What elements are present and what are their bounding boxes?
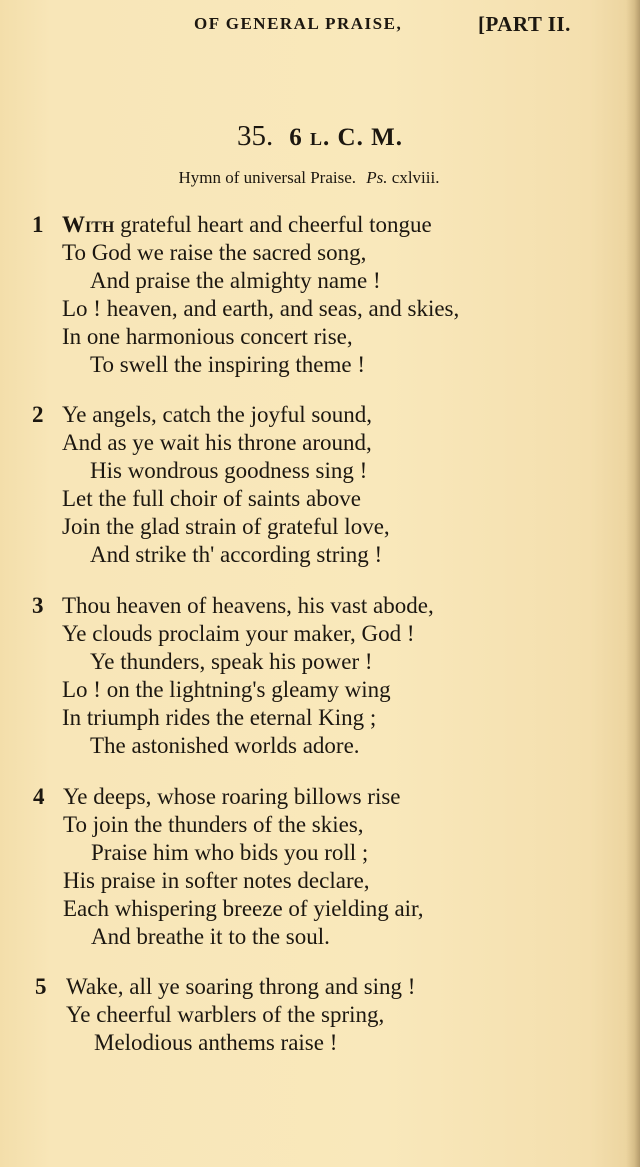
verse-line: Ye clouds proclaim your maker, God ! (62, 621, 415, 646)
verse-line: Thou heaven of heavens, his vast abode, (62, 593, 434, 618)
verse-line: And breathe it to the soul. (91, 924, 330, 949)
verse-line: His wondrous goodness sing ! (90, 458, 368, 483)
verse-line: And strike th' according string ! (90, 542, 383, 567)
verse-line-initial: With (62, 212, 115, 237)
stanza-number: 4 (33, 784, 45, 809)
verse-line: The astonished worlds adore. (90, 733, 360, 758)
verse-line: His praise in softer notes declare, (63, 868, 370, 893)
verse-line: To join the thunders of the skies, (63, 812, 364, 837)
hymn-title-line (0, 168, 618, 188)
page-edge-shadow (626, 0, 640, 1167)
running-head-part: [PART II. (478, 12, 571, 36)
stanza-number: 1 (32, 212, 44, 237)
psalm-reference (366, 168, 439, 187)
verse-line: To God we raise the sacred song, (62, 240, 367, 265)
verse-line: Melodious anthems raise ! (94, 1030, 338, 1055)
running-head (0, 12, 640, 42)
verse-line: Wake, all ye soaring throng and sing ! (66, 974, 416, 999)
verse-line: Ye cheerful warblers of the spring, (66, 1002, 385, 1027)
hymn-meter: 6 l. C. M. (289, 124, 403, 151)
running-head-title: OF GENERAL PRAISE, (194, 14, 403, 33)
verse-line (62, 211, 432, 239)
verse-line: Lo ! heaven, and earth, and seas, and skies, (62, 296, 460, 321)
verse-line: Each whispering breeze of yielding air, (63, 896, 424, 921)
verse-line: Join the glad strain of grateful love, (62, 514, 390, 539)
verse-line: Ye thunders, speak his power ! (90, 649, 373, 674)
hymn-title: Hymn of universal Praise. (178, 168, 357, 187)
verse-line: In one harmonious concert rise, (62, 324, 353, 349)
stanza-number: 3 (32, 593, 44, 618)
stanza-number: 5 (35, 974, 47, 999)
verse-line: Let the full choir of saints above (62, 486, 361, 511)
verse-line: Ye angels, catch the joyful sound, (62, 402, 373, 427)
verse-line: To swell the inspiring theme ! (90, 352, 365, 377)
verse-line: In triumph rides the eternal King ; (62, 705, 377, 730)
stanza-number: 2 (32, 402, 44, 427)
hymn-heading (0, 120, 640, 153)
verse-line: Lo ! on the lightning's gleamy wing (62, 677, 391, 702)
psalm-number: cxlviii. (391, 168, 440, 187)
verse-line: Ye deeps, whose roaring billows rise (63, 784, 401, 809)
psalm-abbrev: Ps. (366, 168, 388, 187)
verse-line: And as ye wait his throne around, (62, 430, 372, 455)
verse-line-rest: grateful heart and cheerful tongue (114, 212, 432, 237)
verse-line: And praise the almighty name ! (90, 268, 381, 293)
verse-line: Praise him who bids you roll ; (91, 840, 369, 865)
hymn-number: 35. (237, 120, 274, 152)
